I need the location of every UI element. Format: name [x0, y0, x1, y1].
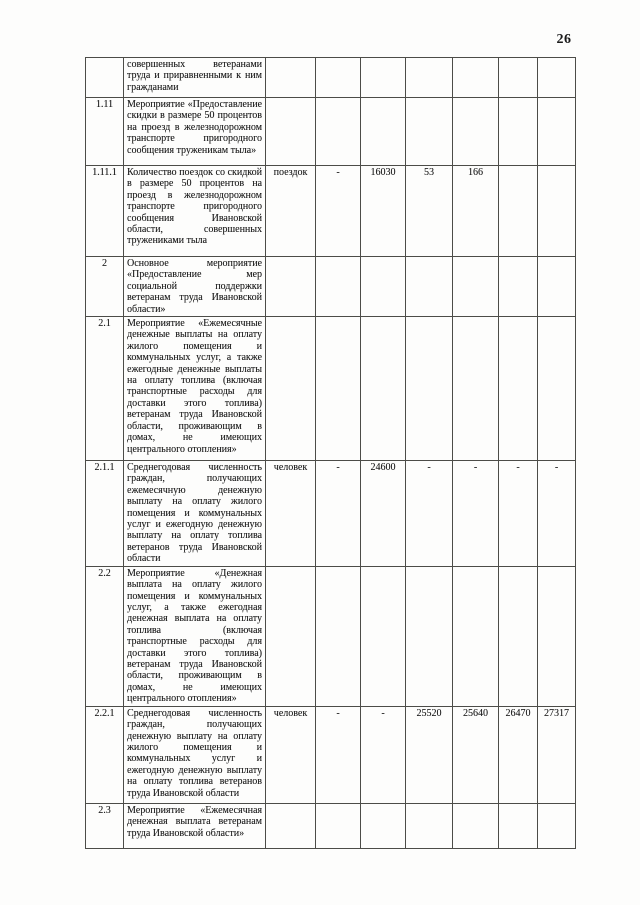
value-cell: [361, 257, 406, 317]
row-number-cell: 2.2: [86, 566, 124, 706]
value-cell: [316, 566, 361, 706]
table-row-2-2: [86, 566, 576, 706]
value-cell: [453, 257, 499, 317]
row-number-cell: 2.1: [86, 317, 124, 461]
value-cell: [453, 317, 499, 461]
unit-cell: [266, 58, 316, 98]
value-cell: -: [316, 461, 361, 567]
value-cell: 26470: [499, 706, 538, 803]
table-row-2-1: [86, 317, 576, 461]
value-cell: [499, 166, 538, 257]
value-cell: -: [453, 461, 499, 567]
row-number-cell: 2.3: [86, 803, 124, 848]
measure-text-cell: Среднегодовая численность граждан, получающих денежную выплату на оплату жилого помещения и коммунальных услуг и ежегодную денежную выплату на оплату топлива ветеранов труда Ивановской области: [124, 706, 266, 803]
row-number-cell: 1.11.1: [86, 166, 124, 257]
value-cell: [538, 98, 576, 166]
value-cell: [361, 803, 406, 848]
value-cell: [406, 58, 453, 98]
row-number-cell: 2.2.1: [86, 706, 124, 803]
unit-cell: [266, 566, 316, 706]
unit-cell: [266, 98, 316, 166]
value-cell: [361, 58, 406, 98]
unit-cell: [266, 257, 316, 317]
value-cell: [499, 566, 538, 706]
unit-cell: поездок: [266, 166, 316, 257]
value-cell: 53: [406, 166, 453, 257]
value-cell: [453, 566, 499, 706]
value-cell: [538, 317, 576, 461]
measure-text-cell: Мероприятие «Ежемесячная денежная выплата ветеранам труда Ивановской области»: [124, 803, 266, 848]
value-cell: -: [406, 461, 453, 567]
value-cell: [406, 317, 453, 461]
value-cell: -: [499, 461, 538, 567]
value-cell: [499, 257, 538, 317]
value-cell: [538, 58, 576, 98]
value-cell: 166: [453, 166, 499, 257]
value-cell: [499, 58, 538, 98]
value-cell: [538, 803, 576, 848]
value-cell: 25520: [406, 706, 453, 803]
unit-cell: [266, 317, 316, 461]
value-cell: -: [316, 706, 361, 803]
measure-text-cell: совершенных ветеранами труда и приравненными к ним гражданами: [124, 58, 266, 98]
value-cell: [453, 58, 499, 98]
row-number-cell: 2.1.1: [86, 461, 124, 567]
value-cell: [538, 257, 576, 317]
row-number-cell: 2: [86, 257, 124, 317]
value-cell: [316, 58, 361, 98]
unit-cell: человек: [266, 461, 316, 567]
program-measures-table: [85, 57, 576, 849]
value-cell: [316, 803, 361, 848]
value-cell: 24600: [361, 461, 406, 567]
value-cell: [361, 566, 406, 706]
row-number-cell: 1.11: [86, 98, 124, 166]
value-cell: 27317: [538, 706, 576, 803]
measure-text-cell: Мероприятие «Ежемесячные денежные выплаты на оплату жилого помещения и коммунальных услуг, а также ежегодные денежные выплаты на оплату топлива (включая транспортные расходы для доставки этого топлива) ветеранам труда Ивановской области, проживающим в домах, не имеющих центрального отопления»: [124, 317, 266, 461]
value-cell: [406, 566, 453, 706]
unit-cell: [266, 803, 316, 848]
value-cell: [316, 257, 361, 317]
measure-text-cell: Среднегодовая численность граждан, получающих ежемесячную денежную выплату на оплату жилого помещения и коммунальных услуг и ежегодную денежную выплату на оплату топлива ветеранов труда Ивановской области: [124, 461, 266, 567]
table-row-2: [86, 257, 576, 317]
value-cell: [406, 98, 453, 166]
measure-text-cell: Основное мероприятие «Предоставление мер социальной поддержки ветеранам труда Ивановской области»: [124, 257, 266, 317]
value-cell: [406, 257, 453, 317]
value-cell: [406, 803, 453, 848]
table-row-1-11-1: [86, 166, 576, 257]
unit-cell: человек: [266, 706, 316, 803]
value-cell: [316, 317, 361, 461]
value-cell: -: [538, 461, 576, 567]
value-cell: [538, 166, 576, 257]
table-row-2-3: [86, 803, 576, 848]
value-cell: 25640: [453, 706, 499, 803]
page-number: 26: [556, 32, 572, 47]
measure-text-cell: Мероприятие «Предоставление скидки в размере 50 процентов на проезд в железнодорожном транспорте пригородного сообщения труженикам тыла»: [124, 98, 266, 166]
value-cell: [499, 803, 538, 848]
value-cell: [499, 98, 538, 166]
value-cell: [453, 98, 499, 166]
value-cell: [538, 566, 576, 706]
table-row-2-2-1: [86, 706, 576, 803]
value-cell: [316, 98, 361, 166]
table-row-2-1-1: [86, 461, 576, 567]
table-row-continuation: [86, 58, 576, 98]
table-row-1-11: [86, 98, 576, 166]
measure-text-cell: Количество поездок со скидкой в размере 50 процентов на проезд в железнодорожном транспорте пригородного сообщения Ивановской области, совершенных тружениками тыла: [124, 166, 266, 257]
row-number-cell: [86, 58, 124, 98]
value-cell: 16030: [361, 166, 406, 257]
value-cell: [361, 317, 406, 461]
value-cell: [499, 317, 538, 461]
value-cell: -: [361, 706, 406, 803]
measure-text-cell: Мероприятие «Денежная выплата на оплату жилого помещения и коммунальных услуг, а также ежегодная денежная выплата на оплату топлива (включая транспортные расходы для доставки этого топлива) ветеранам труда Ивановской области, проживающим в домах, не имеющих центрального отопления»: [124, 566, 266, 706]
value-cell: [361, 98, 406, 166]
value-cell: -: [316, 166, 361, 257]
value-cell: [453, 803, 499, 848]
